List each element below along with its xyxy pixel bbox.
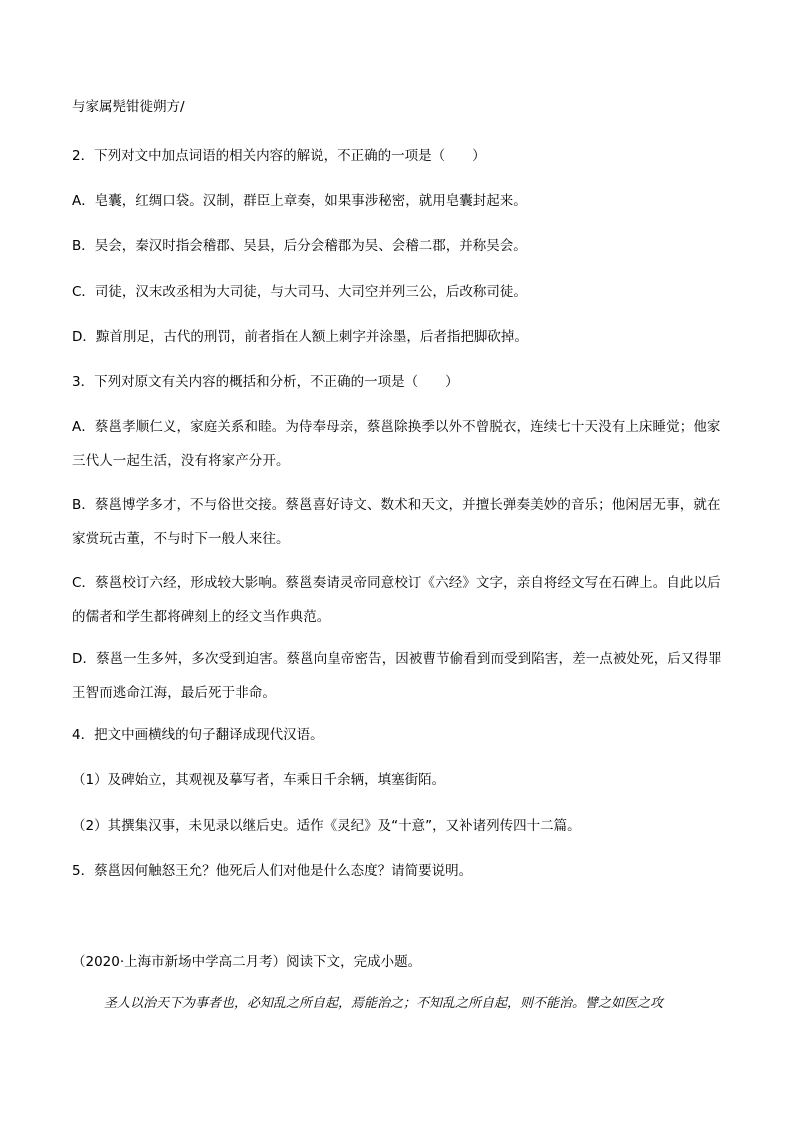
passage-line-1: 圣人以治天下为事者也，必知乱之所自起，焉能治之；不知乱之所自起，则不能治。譬之如医之攻 — [104, 996, 664, 1011]
question-3-option-a: A．蔡邕孝顺仁义，家庭关系和睦。为侍奉母亲，蔡邕除换季以外不曾脱衣，连续七十天没有上床睡觉；他家三代人一起生活，没有将家产分开。 — [72, 419, 721, 469]
question-4-sentence-2: （2）其撰集汉事，未见录以继后史。适作《灵纪》及“十意”，又补诸列传四十二篇。 — [72, 818, 581, 834]
question-3-option-b: B．蔡邕博学多才，不与俗世交接。蔡邕喜好诗文、数术和天文，并擅长弹奏美妙的音乐；他闲居无事，就在家赏玩古董，不与时下一般人来往。 — [72, 497, 721, 547]
passage-fragment-line: 与家属髡钳徙朔方/ — [72, 99, 185, 115]
question-3-option-c: C．蔡邕校订六经，形成较大影响。蔡邕奏请灵帝同意校订《六经》文字，亲自将经文写在石碑上。自此以后的儒者和学生都将碑刻上的经文当作典范。 — [72, 575, 721, 625]
question-2-stem: 2．下列对文中加点词语的相关内容的解说，不正确的一项是（ ） — [72, 148, 486, 164]
question-3-stem: 3．下列对原文有关内容的概括和分析，不正确的一项是（ ） — [72, 374, 459, 390]
question-4-sentence-1: （1）及碑始立，其观视及摹写者，车乘日千余辆，填塞街陌。 — [72, 772, 446, 788]
question-2-option-b: B．吴会，秦汉时指会稽郡、吴县，后分会稽郡为吴、会稽二郡，并称吴会。 — [72, 238, 527, 254]
question-5-stem: 5．蔡邕因何触怒王允？他死后人们对他是什么态度？请简要说明。 — [72, 863, 473, 879]
question-3-option-d: D．蔡邕一生多舛，多次受到迫害。蔡邕向皇帝密告，因被曹节偷看到而受到陷害，差一点被处死，后又得罪王智而逃命江海，最后死于非命。 — [72, 651, 722, 701]
section-intro: （2020·上海市新场中学高二月考）阅读下文，完成小题。 — [72, 954, 422, 970]
question-4-stem: 4．把文中画横线的句子翻译成现代汉语。 — [72, 727, 324, 743]
question-2-option-d: D．黥首刖足，古代的刑罚，前者指在人额上刺字并涂墨，后者指把脚砍掉。 — [72, 329, 528, 345]
question-2-option-c: C．司徒，汉末改丞相为大司徒，与大司马、大司空并列三公，后改称司徒。 — [72, 284, 527, 300]
question-2-option-a: A．皂囊，红绸口袋。汉制，群臣上章奏，如果事涉秘密，就用皂囊封起来。 — [72, 193, 527, 209]
